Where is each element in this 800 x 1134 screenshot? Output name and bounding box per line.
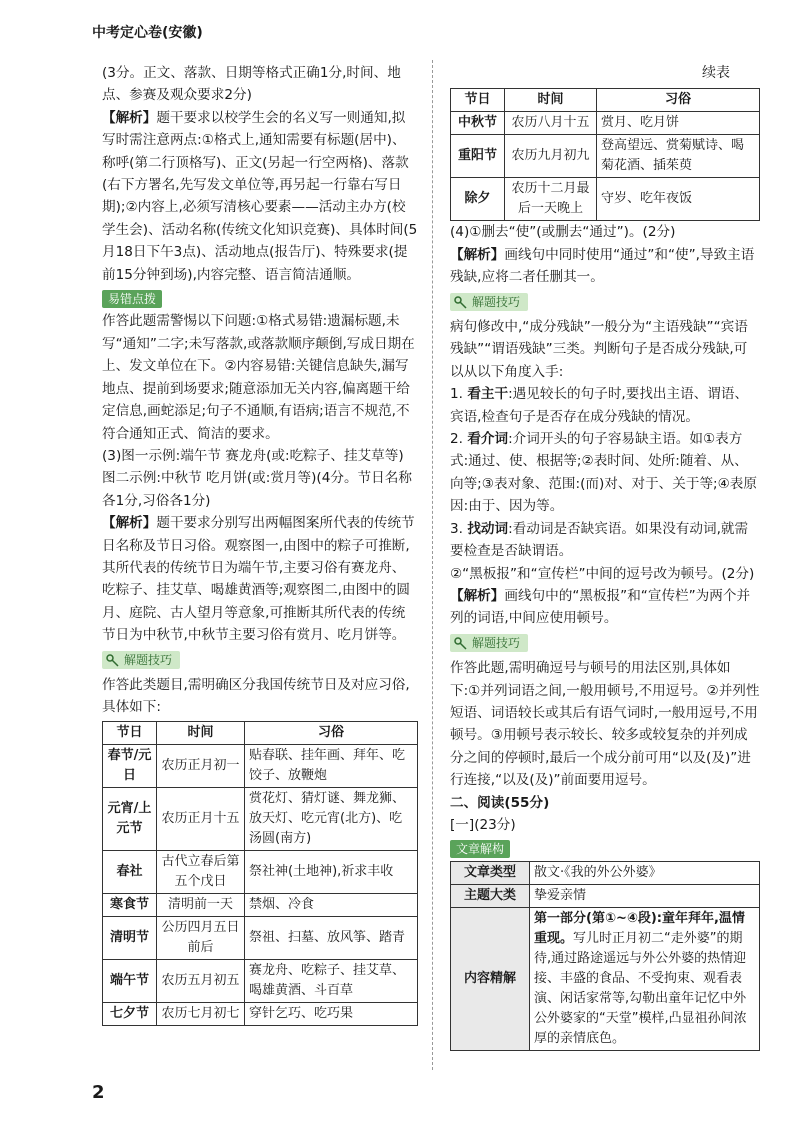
- table-row: [103, 787, 418, 850]
- analysis-paragraph: [450, 244, 760, 289]
- list-item: [450, 518, 760, 563]
- festival-custom: 穿针乞巧、吃巧果: [245, 1002, 418, 1025]
- festival-custom: 登高望远、赏菊赋诗、喝菊花酒、插茱萸: [597, 135, 760, 178]
- left-column: [102, 62, 418, 1026]
- festival-name: 春社: [103, 850, 157, 893]
- table-row: [103, 916, 418, 959]
- section-title: 二、阅读(55分): [450, 794, 550, 811]
- table-row: [103, 893, 418, 916]
- festival-table-continued: [450, 88, 760, 221]
- festival-custom: 贴春联、挂年画、拜年、吃饺子、放鞭炮: [245, 744, 418, 787]
- error-tips-tag: 易错点拨: [102, 290, 162, 308]
- key-icon: [106, 653, 120, 667]
- festival-time: 古代立春后第五个戊日: [157, 850, 245, 893]
- struct-label: 主题大类: [451, 884, 530, 907]
- festival-time: 农历五月初五: [157, 959, 245, 1002]
- solving-tips-tag-2: [450, 634, 528, 652]
- analysis-text: 题干要求以校学生会的名义写一则通知,拟写时需注意两点:①格式上,通知需要有标题(居中)、称呼(第二行顶格写)、正文(另起一行空两格)、落款(右下方署名,先写发文单位等,再另起一行靠右写日期);②内容上,必须写清核心要素——活动主办方(校学生会)、活动名称(传统文化知识竞赛)、具体时间(5月18日下午3点)、活动地点(报告厅)、特殊要求(提前15分钟到场),内容完整、语言简洁通顺。: [102, 109, 418, 283]
- analysis-label: 【解析】: [102, 109, 157, 126]
- festival-table: [102, 721, 418, 1026]
- struct-value: 散文·《我的外公外婆》: [530, 861, 760, 884]
- festival-name: 寒食节: [103, 893, 157, 916]
- festival-custom: 赏月、吃月饼: [597, 112, 760, 135]
- analysis-paragraph-2: [102, 512, 418, 646]
- festival-custom: 祭祖、扫墓、放风筝、踏青: [245, 916, 418, 959]
- festival-name: 端午节: [103, 959, 157, 1002]
- punctuation-tips: 作答此题,需明确逗号与顿号的用法区别,具体如下:①并列词语之间,一般用顿号,不用逗号。②并列性短语、词语较长或其后有语气词时,一般用逗号,不用顿号。③用顿号表示较长、较多或较复杂的并列成分之间的停顿时,最后一个成分前可用“以及(及)”进行连接,“以及(及)”前面要用逗号。: [450, 660, 760, 789]
- table-row: [451, 112, 760, 135]
- festival-name: 除夕: [451, 178, 505, 221]
- solving-tips-tag: [102, 651, 180, 669]
- page-header: 中考定心卷(安徽): [92, 25, 203, 41]
- festival-time: 农历八月十五: [505, 112, 597, 135]
- festival-name: 重阳节: [451, 135, 505, 178]
- list-key: 看主干: [467, 386, 509, 403]
- answer-3: (3)图一示例:端午节 赛龙舟(或:吃粽子、挂艾草等) 图二示例:中秋节 吃月饼(或:赏月等)(4分。节日名称各1分,习俗各1分): [102, 447, 412, 509]
- list-text: :看动词是否缺宾语。如果没有动词,就需要检查是否缺谓语。: [450, 520, 749, 560]
- festival-name: 中秋节: [451, 112, 505, 135]
- struct-value-bold: 第一部分(第①~④段):童年拜年,温情重现。: [534, 910, 745, 946]
- festival-custom: 赛龙舟、吃粽子、挂艾草、喝雄黄酒、斗百草: [245, 959, 418, 1002]
- festival-time: 公历四月五日前后: [157, 916, 245, 959]
- struct-value: 挚爱亲情: [530, 884, 760, 907]
- analysis-label: 【解析】: [450, 246, 505, 263]
- solving-tips-label: 解题技巧: [472, 294, 521, 309]
- struct-value-text: 写儿时正月初二“走外婆”的期待,通过路途遥远与外公外婆的热情迎接、丰盛的食品、不受拘束、观看表演、闲话家常等,勾勒出童年记忆中外公外婆家的“天堂”模样,凸显祖孙间浓厚的亲情底色。: [534, 930, 747, 1046]
- analysis-text: 画线句中的“黑板报”和“宣传栏”为两个并列的词语,中间应使用顿号。: [450, 587, 751, 627]
- list-item: [450, 383, 760, 428]
- list-text: :介词开头的句子容易缺主语。如①表方式:通过、使、根据等;②表时间、处所:随着、从、向等;③表对象、范围:(而)对、对于、关于等;④表原因:由于、因为等。: [450, 431, 757, 515]
- key-icon: [454, 636, 468, 650]
- festival-name: 清明节: [103, 916, 157, 959]
- article-structure-tag: 文章解构: [450, 840, 510, 858]
- festival-intro: 作答此类题目,需明确区分我国传统节日及对应习俗,具体如下:: [102, 676, 410, 716]
- answer-4-1: (4)①删去“使”(或删去“通过”)。(2分): [450, 224, 676, 241]
- solving-tips-tag: [450, 293, 528, 311]
- festival-time: 农历七月初七: [157, 1002, 245, 1025]
- table-header: 节日: [103, 721, 157, 744]
- table-header: 习俗: [245, 721, 418, 744]
- answer-4-2: ②“黑板报”和“宣传栏”中间的逗号改为顿号。(2分): [450, 565, 755, 582]
- festival-time: 农历十二月最后一天晚上: [505, 178, 597, 221]
- error-tips-text: 作答此题需警惕以下问题:①格式易错:遗漏标题,未写“通知”二字;未写落款,或落款顺序颠倒,写成日期在上、发文单位在下。②内容易错:关键信息缺失,漏写地点、提前到场要求;随意添加无关内容,偏离题干给定信息,画蛇添足;句子不通顺,有语病;语言不规范,不符合通知正式、简洁的要求。: [102, 313, 415, 442]
- festival-time: 农历九月初九: [505, 135, 597, 178]
- table-row: [103, 1002, 418, 1025]
- analysis-text: 题干要求分别写出两幅图案所代表的传统节日名称及节日习俗。观察图一,由图中的粽子可推断,其所代表的传统节日为端午节,主要习俗有赛龙舟、吃粽子、挂艾草、喝雄黄酒等;观察图二,由图中的圆月、庭院、古人望月等意象,可推断其所代表的传统节日为中秋节,中秋节主要习俗有赏月、吃月饼等。: [102, 515, 415, 644]
- list-item: [450, 428, 760, 518]
- table-row: [103, 744, 418, 787]
- page-number: 2: [92, 1082, 105, 1103]
- festival-time: 农历正月初一: [157, 744, 245, 787]
- list-text: :遇见较长的句子时,要找出主语、谓语、宾语,检查句子是否存在成分残缺的情况。: [450, 386, 749, 425]
- table-header: 节日: [451, 89, 505, 112]
- analysis-label: 【解析】: [102, 515, 157, 532]
- table-row: [451, 884, 760, 907]
- column-divider: [432, 60, 433, 1070]
- analysis-label: 【解析】: [450, 587, 505, 604]
- festival-custom: 祭社神(土地神),祈求丰收: [245, 850, 418, 893]
- list-number: 2.: [450, 431, 463, 448]
- analysis-paragraph-2: [450, 585, 760, 630]
- table-row: [451, 907, 760, 1050]
- analysis-paragraph: [102, 107, 418, 286]
- analysis-text: 画线句中同时使用“通过”和“使”,导致主语残缺,应将二者任删其一。: [450, 246, 755, 286]
- table-row: [451, 178, 760, 221]
- table-header: 时间: [505, 89, 597, 112]
- festival-custom: 禁烟、冷食: [245, 893, 418, 916]
- festival-name: 七夕节: [103, 1002, 157, 1025]
- solving-tips-label: 解题技巧: [472, 635, 521, 650]
- struct-label: 文章类型: [451, 861, 530, 884]
- table-header: 时间: [157, 721, 245, 744]
- festival-name: 元宵/上元节: [103, 787, 157, 850]
- subsection-title: [一](23分): [450, 816, 516, 833]
- table-row: [103, 850, 418, 893]
- festival-custom: 守岁、吃年夜饭: [597, 178, 760, 221]
- solving-tips-label: 解题技巧: [124, 652, 173, 667]
- list-key: 看介词: [467, 431, 509, 448]
- struct-value: [530, 907, 760, 1050]
- festival-time: 清明前一天: [157, 893, 245, 916]
- right-column: [450, 62, 760, 1051]
- table-row: [451, 135, 760, 178]
- festival-name: 春节/元日: [103, 744, 157, 787]
- table-header: 习俗: [597, 89, 760, 112]
- key-icon: [454, 295, 468, 309]
- score-note: (3分。正文、落款、日期等格式正确1分,时间、地点、参赛及观众要求2分): [102, 65, 401, 104]
- list-number: 3.: [450, 520, 463, 537]
- festival-time: 农历正月十五: [157, 787, 245, 850]
- list-key: 找动词: [467, 520, 509, 537]
- table-row: [103, 959, 418, 1002]
- table-continued-label: 续表: [702, 65, 730, 81]
- article-structure-table: [450, 861, 760, 1051]
- table-row: [451, 861, 760, 884]
- list-number: 1.: [450, 386, 463, 403]
- struct-label: 内容精解: [451, 907, 530, 1050]
- festival-custom: 赏花灯、猜灯谜、舞龙狮、放天灯、吃元宵(北方)、吃汤圆(南方): [245, 787, 418, 850]
- tips-intro: 病句修改中,“成分残缺”一般分为“主语残缺”“宾语残缺”“谓语残缺”三类。判断句子是否成分残缺,可以从以下角度入手:: [450, 319, 748, 380]
